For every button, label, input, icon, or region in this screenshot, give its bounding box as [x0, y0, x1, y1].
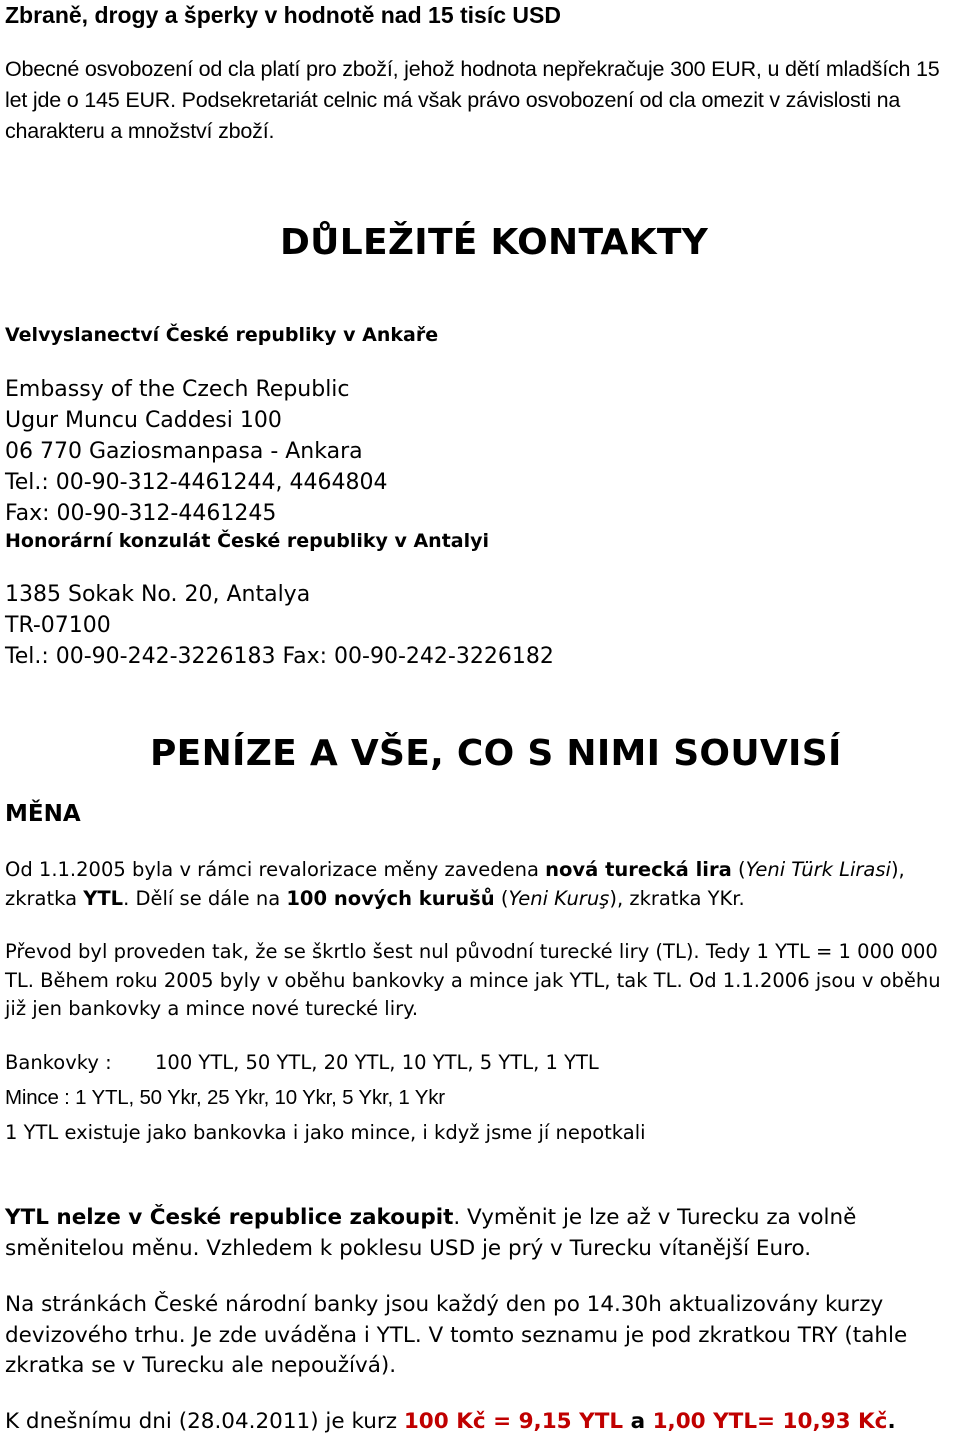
text: ( [731, 858, 746, 881]
contacts-heading: DŮLEŽITÉ KONTAKTY [280, 222, 709, 263]
ytl-abbr: YTL [83, 886, 124, 910]
coins-line: Mince : 1 YTL, 50 Ykr, 25 Ykr, 10 Ykr, 5 Ykr, 1 Ykr [5, 1086, 445, 1109]
kurus-turkish: Yeni Kuruş [508, 886, 610, 910]
rate-czk-to-ytl: 100 Kč = 9,15 YTL [403, 1409, 624, 1434]
text: ( [494, 886, 509, 910]
banknotes-line [5, 1049, 956, 1078]
embassy-label: Velvyslanectví České republiky v Ankaře [5, 324, 439, 346]
embassy-line: 06 770 Gaziosmanpasa - Ankara [5, 439, 363, 464]
consulate-phone-fax: Tel.: 00-90-242-3226183 Fax: 00-90-242-3226182 [5, 644, 554, 669]
embassy-line: Embassy of the Czech Republic [5, 377, 350, 402]
text: K dnešnímu dni (28.04.2011) je kurz [5, 1409, 404, 1434]
kurus-term: 100 nových kurušů [286, 886, 495, 910]
banknotes-value: 100 YTL, 50 YTL, 20 YTL, 10 YTL, 5 YTL, 1 YTL [155, 1051, 599, 1074]
embassy-phone: Tel.: 00-90-312-4461244, 4464804 [5, 470, 388, 495]
exchange-rate-line [5, 1407, 956, 1438]
money-heading: PENÍZE A VŠE, CO S NIMI SOUVISÍ [150, 733, 842, 774]
embassy-line: Ugur Muncu Caddesi 100 [5, 408, 282, 433]
banknotes-label: Bankovky : [5, 1051, 112, 1074]
new-lira-turkish: Yeni Türk Lirasi [745, 858, 891, 881]
customs-paragraph: Obecné osvobození od cla platí pro zboží, jehož hodnota nepřekračuje 300 EUR, u dětí mladších 15 let jde o 145 EUR. Podsekretariát celnic má však právo osvobození od cla omezit v závislosti na charakteru a množství zboží. [5, 57, 940, 143]
banknote-coin-note: 1 YTL existuje jako bankovka i jako mince, i když jsme jí nepotkali [5, 1121, 646, 1144]
text: . Vyměnit je lze až v Turecku za volně směnitelou měnu. Vzhledem k poklesu USD je prý v Turecku vítanější Euro. [5, 1205, 857, 1261]
conversion-paragraph: Převod byl proveden tak, že se škrtlo šest nul původní turecké liry (TL). Tedy 1 YTL = 1 000 000 TL. Během roku 2005 byly v oběhu bankovky a mince jak YTL, tak TL. Od 1.1.2006 jsou v oběhu již jen bankovky a mince nové turecké liry. [5, 940, 941, 1020]
purchase-paragraph [5, 1203, 956, 1264]
text: ), zkratka [5, 858, 905, 910]
consulate-label: Honorární konzulát České republiky v Antalyi [5, 530, 490, 552]
customs-section-title: Zbraně, drogy a šperky v hodnotě nad 15 tisíc USD [5, 2, 561, 28]
text: Od 1.1.2005 byla v rámci revalorizace měny zavedena [5, 858, 546, 881]
embassy-fax: Fax: 00-90-312-4461245 [5, 501, 277, 526]
text: . [887, 1409, 896, 1434]
currency-intro-paragraph [5, 856, 956, 913]
consulate-line: 1385 Sokak No. 20, Antalya [5, 582, 311, 607]
new-lira-term: nová turecká lira [545, 858, 732, 881]
currency-label: MĚNA [5, 801, 81, 827]
text: a [623, 1409, 653, 1434]
consulate-line: TR-07100 [5, 613, 111, 638]
text: ), zkratka YKr. [609, 886, 745, 910]
embassy-address [5, 374, 956, 529]
purchase-warning: YTL nelze v České republice zakoupit [5, 1205, 454, 1230]
consulate-address [5, 579, 956, 672]
cnb-rates-paragraph: Na stránkách České národní banky jsou každý den po 14.30h aktualizovány kurzy devizového trhu. Je zde uváděna i YTL. V tomto seznamu je pod zkratkou TRY (tahle zkratka se v Turecku ale nepoužívá). [5, 1292, 908, 1378]
rate-ytl-to-czk: 1,00 YTL= 10,93 Kč [652, 1409, 888, 1434]
text: . Dělí se dále na [123, 886, 287, 910]
